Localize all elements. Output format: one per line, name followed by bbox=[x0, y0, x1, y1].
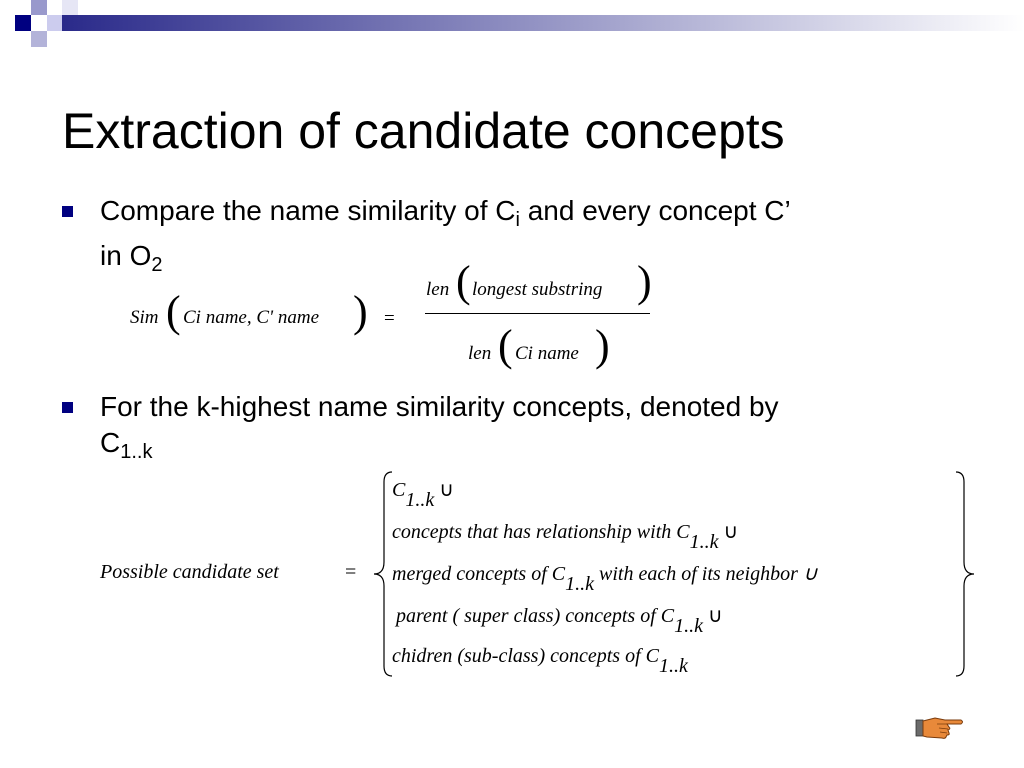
bullet-text: Compare the name similarity of $C_i$ and every concept C’ in $O_2$ bbox=[100, 195, 791, 276]
candidate-line-5: chidren (sub-class) concepts of C1..k bbox=[392, 645, 688, 677]
candidate-line-3: merged concepts of C1..k with each of its neighbor ∪ bbox=[392, 563, 818, 595]
pointing-hand-icon[interactable] bbox=[915, 712, 965, 742]
bullet-text: For the k-highest name similarity concepts, denoted by $C_{1..k}$ bbox=[100, 391, 779, 463]
slide-title: Extraction of candidate concepts bbox=[62, 103, 785, 159]
candidate-line-4: parent ( super class) concepts of C1..k ∪ bbox=[396, 605, 723, 637]
candidate-line-2: concepts that has relationship with C1..k ∪ bbox=[392, 521, 739, 553]
bullet-marker bbox=[62, 206, 73, 217]
header-decoration bbox=[0, 0, 1024, 62]
candidate-line-1: C1..k ∪ bbox=[392, 479, 454, 511]
right-brace bbox=[952, 470, 976, 680]
bullet-marker bbox=[62, 402, 73, 413]
fraction-bar bbox=[425, 313, 650, 314]
